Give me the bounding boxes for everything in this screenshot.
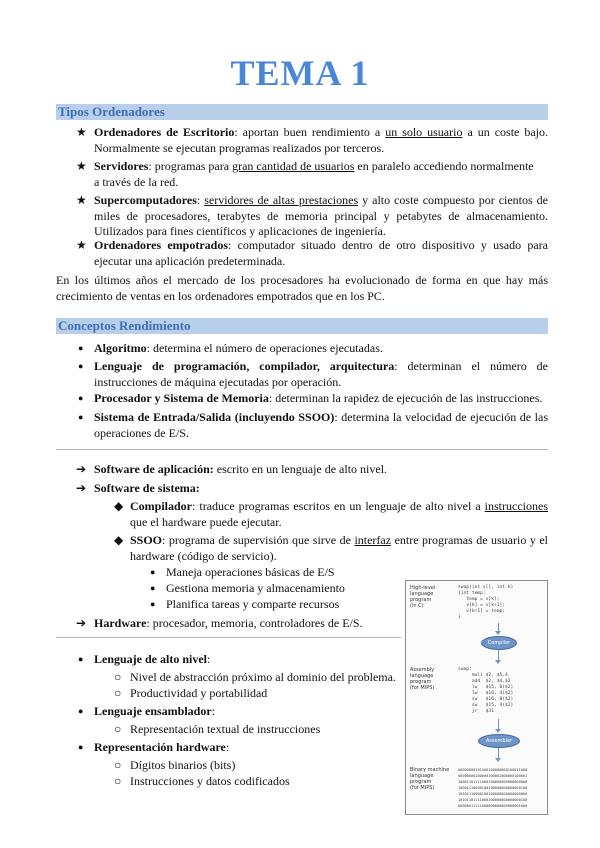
circle-bullet-icon: ○ — [114, 686, 122, 700]
section-heading-conceptos: Conceptos Rendimiento — [56, 318, 548, 334]
lenguaje-ensamblador: Lenguaje ensamblador: — [94, 704, 216, 718]
diagram-asm-code: swap: muli $2, $5,4 add $2, $4,$2 lw $15, 0($2) lw $16, 4($2) sw $16, 0($2) sw $15, 4($2) jr $31 — [458, 667, 514, 714]
diagram-assembly-label: Assembly language program (for MIPS) — [410, 667, 435, 691]
bullet-icon: ● — [78, 343, 84, 353]
diagram-arrow-head — [495, 758, 501, 762]
concepto-entrada-salida: Sistema de Entrada/Salida (incluyendo SSOO): determina la velocidad de ejecución de las operaciones de E/S. — [94, 410, 549, 440]
tipos-paragraph: En los últimos años el mercado de los procesadores ha evolucionado de forma en que hay más crecimiento de ventas en los ordenadores empotrados que en los PC. — [56, 273, 548, 303]
bullet-icon: ● — [78, 706, 84, 716]
diagram-arrow-head — [495, 729, 501, 733]
lenguaje-sub-item: Productividad y portabilidad — [130, 686, 268, 700]
bullet-icon: ● — [150, 599, 156, 609]
diamond-bullet-icon: ◆ — [114, 499, 124, 513]
tipos-item-supercomputadores: Supercomputadores: servidores de altas prestaciones y alto coste compuesto por cientos de miles de procesadores, terabytes de memoria principal y petabytes de almacenamiento. Utilizados para fines científicos y aplicaciones de ingeniería. — [94, 193, 548, 238]
software-ssoo: SSOO: programa de supervisión que sirve de interfaz entre programas de usuario y el hardware (código de servicio). — [130, 533, 548, 563]
concepto-procesador: Procesador y Sistema de Memoria: determinan la rapidez de ejecución de las instrucciones. — [94, 391, 543, 405]
circle-bullet-icon: ○ — [114, 774, 122, 788]
bullet-icon: ● — [78, 393, 84, 403]
lenguaje-sub-item: Representación textual de instrucciones — [130, 722, 321, 736]
divider — [56, 449, 548, 450]
diagram-arrow-head — [495, 660, 501, 664]
page-title: TEMA 1 — [230, 53, 370, 93]
bullet-icon: ● — [150, 567, 156, 577]
arrow-bullet-icon: ➔ — [76, 616, 87, 630]
star-bullet-icon: ★ — [76, 238, 87, 252]
software-compilador: Compilador: traduce programas escritos en un lenguaje de alto nivel a instrucciones que el hardware puede ejecutar. — [130, 499, 548, 529]
diagram-compiler-node: Compiler — [481, 636, 517, 650]
diagram-arrow-head — [495, 631, 501, 635]
diamond-bullet-icon: ◆ — [114, 533, 124, 547]
bullet-icon: ● — [150, 583, 156, 593]
ssoo-sub-item: Gestiona memoria y almacenamiento — [166, 581, 345, 595]
diagram-assembler-node: Assembler — [478, 734, 520, 748]
concepto-lenguaje: Lenguaje de programación, compilador, arquitectura: determinan el número de instrucciones de máquina ejecutadas por operación. — [94, 359, 549, 389]
diagram-binary-label: Binary machine language program (for MIPS) — [410, 767, 450, 791]
bullet-icon: ● — [78, 361, 84, 371]
tipos-item-escritorio: Ordenadores de Escritorio: aportan buen rendimiento a un solo usuario a un coste bajo. Normalmente se ejecutan programas realizados por terceros. — [94, 125, 548, 155]
concepto-algoritmo: Algoritmo: determina el número de operaciones ejecutadas. — [94, 341, 383, 355]
star-bullet-icon: ★ — [76, 125, 87, 139]
representacion-hardware: Representación hardware: — [94, 740, 230, 754]
circle-bullet-icon: ○ — [114, 670, 122, 684]
tipos-item-empotrados: Ordenadores empotrados: computador situado dentro de otro dispositivo y usado para ejecutar una aplicación predeterminada. — [94, 238, 549, 268]
compilation-diagram — [405, 580, 548, 815]
divider — [56, 637, 401, 638]
ssoo-sub-item: Maneja operaciones básicas de E/S — [166, 565, 335, 579]
lenguaje-alto-nivel: Lenguaje de alto nivel: — [94, 652, 211, 666]
ssoo-sub-item: Planifica tareas y comparte recursos — [166, 597, 340, 611]
diagram-high-level-label: High-level language program (in C) — [410, 585, 436, 609]
circle-bullet-icon: ○ — [114, 758, 122, 772]
lenguaje-sub-item: Nivel de abstracción próximo al dominio del problema. — [130, 670, 396, 684]
diagram-binary-code: 00000000101000100000000100011000 00000000100000100001000000100001 10001101111000100000000000000000 10001110000100100000000000000100 10101110000100100000000000000000 10101101111000100000000000000100 00000011111000000000000000001000 — [458, 768, 528, 808]
bullet-icon: ● — [78, 412, 84, 422]
section-heading-tipos: Tipos Ordenadores — [56, 104, 548, 120]
tipos-item-servidores: Servidores: programas para gran cantidad de usuarios en paralelo accediendo normalmente a través de la red. — [94, 159, 534, 189]
bullet-icon: ● — [78, 654, 84, 664]
software-hardware: Hardware: procesador, memoria, controladores de E/S. — [94, 616, 363, 630]
lenguaje-sub-item: Instrucciones y datos codificados — [130, 774, 290, 788]
arrow-bullet-icon: ➔ — [76, 481, 87, 495]
bullet-icon: ● — [78, 742, 84, 752]
arrow-bullet-icon: ➔ — [76, 462, 87, 476]
software-aplicacion: Software de aplicación: escrito en un lenguaje de alto nivel. — [94, 462, 388, 476]
star-bullet-icon: ★ — [76, 159, 87, 173]
star-bullet-icon: ★ — [76, 193, 87, 207]
circle-bullet-icon: ○ — [114, 722, 122, 736]
diagram-c-code: swap(int v[], int k) {int temp; temp = v[k]; v[k] = v[k+1]; v[k+1] = temp; } — [458, 585, 514, 620]
lenguaje-sub-item: Dígitos binarios (bits) — [130, 758, 236, 772]
software-sistema: Software de sistema: — [94, 481, 200, 495]
